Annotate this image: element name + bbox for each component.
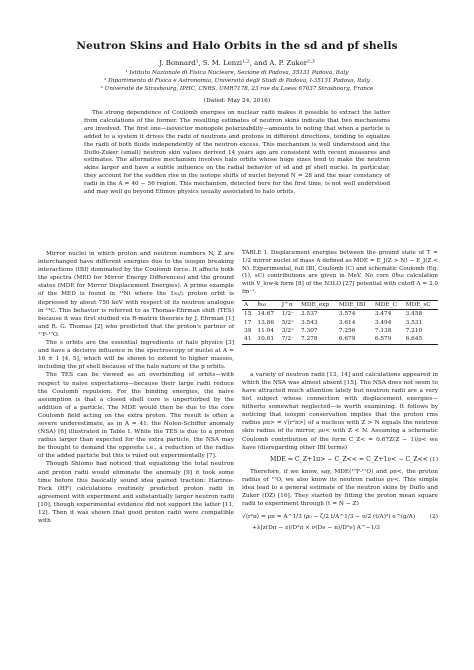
table-cell: 41 (244, 336, 252, 343)
table-cell: 3.543 (300, 319, 318, 326)
table-cell: 3.531 (405, 319, 423, 326)
table-header-row (242, 300, 438, 309)
affiliation-1: ¹ Istituto Nazionale di Fisica Nucleare, Sezione di Padova, 35131 Padova, Italy (125, 70, 349, 76)
table-cell: 39 (244, 328, 252, 334)
body-paragraph: Mirror nuclei in which proton and neutron numbers N, Z are interchanged have different energies due to the isospin breaking interactions (IBI) dominated by the Coulomb force. It affects both the spectra (MED for Mirror Energy Differences) and the ground states (MDE for Mirror Displacement Energies). A prime example of the MED is found in ¹³Ni where the 1s₁/₂ proton orbit is depressed by about 750 keV with respect of its neutron analogue in ¹³C. This behavior is referred to as Thomas-Ehrman shift (TES) because it was first studied via R-matrix theories by J. Ehrman [1] and R. G. Thomas [2] who predicted that the proton's partner of ¹⁷F-¹⁷O. (38, 251, 234, 338)
table-header-cell: MDE_exp (300, 301, 330, 308)
body-paragraph: The s orbits are the essential ingredients of halo physics [3] and have a decisive influence in the spectroscopy of nuclei at A = 16 ± 1 [4, 5], which will be shown to extend to higher masses, including the pf shell because of the halo nature of the p orbits. (38, 340, 234, 371)
table-header-cell: MDE_C (374, 301, 397, 308)
equation-1 (242, 456, 438, 464)
table-cell: 5/2⁺ (281, 319, 295, 326)
table-cell: 13.86 (257, 319, 275, 326)
mde-table (242, 300, 438, 345)
table-cell: 15 (244, 311, 252, 318)
table-cell: 7.307 (300, 328, 318, 334)
table-cell: 1/2⁻ (281, 311, 295, 318)
equation-2 (242, 513, 438, 521)
abstract: The strong dependence of Coulomb energies on nuclear radii makes it possible to extract the latter from calculations of the former. The resulting estimates of neutron skins indicate that two mechanisms are involved. The first one—isovector monopole polarizability—amounts to noting that when a particle is added to a system it drives the radii of neutrons and protons in different directions, tending to equalize the radii of both fluids independently of the neutron excess. This mechanism is well understood and the Duflo-Zuker (small) neutron skin values derived 14 years ago are consistent with recent measures and estimates. The alternative mechanism involves halo orbits whose huge sizes tend to make the neutron skins larger and have a subtle influence on the radial behavior of sd and pf shell nuclei. In particular, they account for the sudden rise in the isotope shifts of nuclei beyond N = 28 and the near constancy of radii in the A = 40 − 56 region. This mechanism, detected here for the first time, is not well understood and may well go beyond Efimov physics usually associated to halo orbits. (84, 110, 390, 196)
table-cell: 7.256 (338, 328, 356, 334)
body-paragraph: a variety of neutron radii [13, 14] and calculations appeared in which the NSA was almost absent [15]. The NSA does not seem to have attracted much attention lately but neutron radii are a very hot subject whose connection with displacement energies—hitherto somewhat neglected—is worth examining. It follows by noticing that isospin conservation implies that the proton rms radius ρπ> = √⟨r²π>⟩ of a nucleus with Z > N equals the neutron skin radius of its mirror, ρν< with Z < N. Assuming a schematic Coulomb contribution of the form C_Z< = 0.67Z(Z − 1)/ρ< we have (disregarding other IBI terms) (242, 371, 438, 451)
table-header-cell: MDE_sC (405, 301, 431, 308)
equation-2-number: (2) (429, 514, 438, 521)
table-caption: TABLE I. Displacement energies between the ground state of T = 1/2 mirror nuclei of mass A defined as MDE = E_J(Z > N) − E_J(Z < N). Experimental, full IBI, Coulomb (C) and schematic Coulomb (Eq. (1), sC) contributions are given in MeV. No core 0ℏω calculation with V_low-k form [8] of the N3LO [27] potential with cutoff Λ = 2.0 fm⁻¹. (242, 250, 438, 295)
left-column (38, 250, 234, 525)
table-cell: 7.138 (374, 328, 392, 334)
equation-2-line-2: +λ[z(Dπ − z)/D²π × ν(Dν − n)/D²ν] A^−1/3 (252, 525, 380, 532)
affiliation-3: ³ Université de Strasbourg, IPHC, CNRS, UMR7178, 23 rue du Loess 67037 Strasbourg, France (100, 85, 374, 92)
body-paragraph: Though Shlomo had noticed that equalizing the total neutron and proton radii would eliminate the anomaly [9] it took some time before this basically sound idea gained traction: Hartree-Fock (HF) calculations routinely predicted proton radii in agreement with experiment and substantially larger neutron radii [10], though experimental evidence did not support the latter [11, 12]. Then it was shown that good proton radii were compatible with (38, 461, 234, 525)
equation-1-body: MDE = C_Z+1π> − C_Z<< = C_Z+1ν< − C_Z<< (270, 455, 428, 463)
affiliation-list (60, 70, 414, 94)
table-header-cell: ℏω (257, 301, 266, 308)
table-cell: 3.474 (374, 311, 392, 318)
table-cell: 3/2⁺ (281, 328, 295, 334)
table-row (242, 335, 438, 344)
table-cell: 11.04 (257, 328, 275, 334)
body-paragraph: Therefore, if we know, say, MDE(¹⁷F-¹⁷O) and ρπ<, the proton radius of ¹⁷O, we also know its neutron radius ρν<. This simple idea lead to a general estimate of the neutron skins by Duflo and Zuker (DZ) [16]. They started by fitting the proton mean square radii to experiment through (t = N − Z) (242, 468, 438, 508)
table-row (242, 319, 438, 327)
right-column (242, 250, 438, 533)
table-cell: 6.579 (374, 336, 392, 343)
body-paragraph: The TES can be viewed as an overbinding of orbits—with respect to naive expectations—because their large radii reduce the Coulomb repulsion. For the binding energies, the naive assumption is that a closed shell core is unperturbed by the addition of a particle. The MDE would then be due to the core Coulomb field acting on the extra proton. The result is often a severe underestimate, as in A = 41: the Nolen-Schiffer anomaly (NSA) [6] illustrated in Table I. While the TES is due to a proton radius larger than expected for the extra particle, the NSA may be thought to demand the opposite i.e., a reduction of the radius of the added particle but this is ruled out experimentally [7]. (38, 372, 234, 460)
table-cell: 14.67 (257, 311, 275, 318)
table-cell: 7/2⁻ (281, 336, 295, 343)
table-cell: 10.61 (257, 336, 275, 343)
column-gap (242, 345, 438, 371)
table-cell: 7.278 (300, 336, 318, 343)
table-cell: 3.614 (338, 319, 356, 326)
table-header-cell: J^π (281, 301, 293, 308)
paper-title: Neutron Skins and Halo Orbits in the sd and pf shells (76, 40, 398, 52)
table-cell: 3.537 (300, 311, 318, 318)
table-cell: 6.645 (405, 336, 423, 343)
table-cell: 17 (244, 319, 252, 326)
table-cell: 3.574 (338, 311, 356, 318)
table-cell: 3.458 (405, 311, 423, 318)
affiliation-2: ² Dipartimento di Fisica e Astronomia, Università degli Studi di Padova, I-35131 Padova, Italy (104, 77, 370, 84)
table-cell: 3.494 (374, 319, 392, 326)
date-line: (Dated: May 24, 2016) (203, 98, 271, 104)
table-header-cell: MDE_IBI (338, 301, 366, 308)
equation-1-number: (1) (429, 456, 438, 463)
table-row (242, 327, 438, 335)
equation-2-line-1: √⟨r²π⟩ = ρπ = A^1/3 (ρ₀ − ζ/2 t/A^1/3 − υ/2 (t/A)²) e^(g/A) (242, 514, 416, 521)
author-list: J. Bonnard¹, S. M. Lenzi¹·², and A. P. Zuker²·³ (159, 59, 315, 67)
table-cell: 7.210 (405, 328, 423, 334)
table-header-cell: A (244, 301, 249, 308)
table-cell: 6.679 (338, 336, 356, 343)
table-row (242, 310, 438, 319)
